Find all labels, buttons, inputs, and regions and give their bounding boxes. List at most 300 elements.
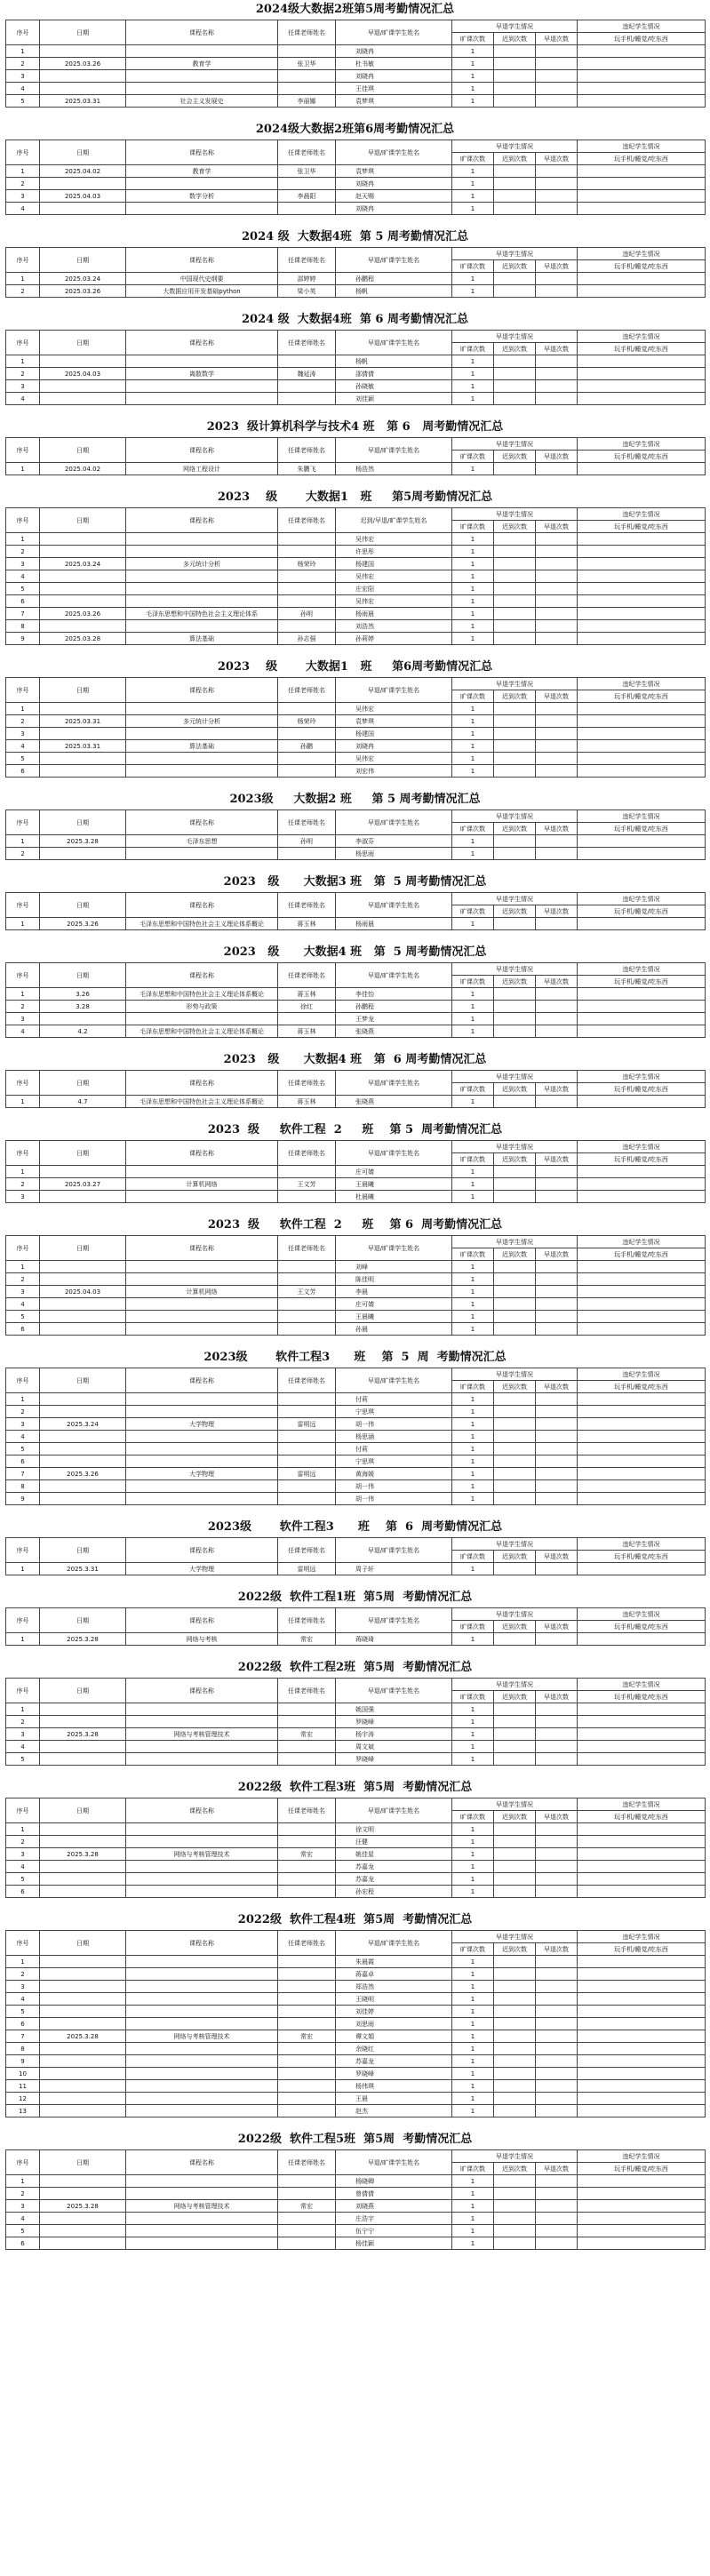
header-date: 日期 — [40, 893, 126, 918]
cell-teacher — [278, 1741, 336, 1753]
header-row — [6, 1931, 706, 1943]
cell-course — [126, 1886, 278, 1898]
header-row — [6, 963, 706, 976]
cell-teacher: 雷明远 — [278, 1563, 336, 1575]
header-student: 早退/旷课学生姓名 — [336, 331, 452, 355]
cell-date: 2025.03.24 — [40, 273, 126, 285]
cell-date: 2025.03.26 — [40, 285, 126, 298]
header-early: 早退次数 — [536, 1621, 578, 1633]
cell-course — [126, 1480, 278, 1493]
cell-seq: 9 — [6, 2055, 40, 2068]
header-absence-group: 早退学生情况 — [452, 963, 578, 976]
table-row — [6, 753, 706, 765]
cell-course: 形势与政策 — [126, 1001, 278, 1013]
header-student: 早退/旷课学生姓名 — [336, 438, 452, 463]
table-row — [6, 380, 706, 393]
cell-date — [40, 2175, 126, 2188]
header-seq: 序号 — [6, 1798, 40, 1823]
cell-seq: 1 — [6, 1823, 40, 1836]
attendance-table — [5, 1235, 706, 1336]
cell-violation — [578, 728, 706, 740]
cell-course — [126, 1013, 278, 1025]
cell-date: 2025.03.31 — [40, 740, 126, 753]
header-absent: 旷课次数 — [452, 1811, 494, 1823]
cell-course: 大数据应用开发基础python — [126, 285, 278, 298]
header-teacher: 任课老师姓名 — [278, 1679, 336, 1703]
cell-teacher — [278, 2006, 336, 2018]
cell-date — [40, 83, 126, 95]
cell-violation — [578, 380, 706, 393]
cell-teacher — [278, 1311, 336, 1323]
block-title: 2023 级 大数据1 班 第5周考勤情况汇总 — [217, 490, 493, 504]
cell-early-count — [536, 2237, 578, 2250]
header-seq: 序号 — [6, 438, 40, 463]
cell-seq: 8 — [6, 620, 40, 633]
cell-absent-count: 1 — [452, 1431, 494, 1443]
cell-early-count — [536, 2188, 578, 2200]
table-row — [6, 2225, 706, 2237]
cell-teacher — [278, 1393, 336, 1406]
cell-late-count — [494, 1873, 536, 1886]
table-row — [6, 1406, 706, 1418]
cell-violation — [578, 1861, 706, 1873]
header-phone: 玩手机/睡觉/吃东西 — [578, 1551, 706, 1563]
table-row — [6, 835, 706, 848]
header-phone: 玩手机/睡觉/吃东西 — [578, 521, 706, 533]
attendance-block — [5, 418, 705, 475]
cell-course — [126, 1166, 278, 1178]
cell-late-count — [494, 1468, 536, 1480]
cell-late-count — [494, 393, 536, 405]
cell-early-count — [536, 273, 578, 285]
cell-seq: 9 — [6, 633, 40, 645]
cell-late-count — [494, 1286, 536, 1298]
block-title: 2024级大数据2班第5周考勤情况汇总 — [255, 3, 455, 16]
attendance-block — [5, 120, 705, 215]
cell-early-count — [536, 1633, 578, 1646]
header-phone: 玩手机/睡觉/吃东西 — [578, 153, 706, 165]
table-row — [6, 2068, 706, 2080]
cell-early-count — [536, 546, 578, 558]
cell-absent-count: 1 — [452, 1013, 494, 1025]
header-seq: 序号 — [6, 1608, 40, 1633]
cell-early-count — [536, 2093, 578, 2105]
header-early: 早退次数 — [536, 2163, 578, 2175]
header-seq: 序号 — [6, 248, 40, 273]
cell-date: 4.7 — [40, 1096, 126, 1108]
cell-violation — [578, 918, 706, 930]
cell-late-count — [494, 1480, 536, 1493]
header-absence-group: 早退学生情况 — [452, 438, 578, 451]
cell-course: 计算机网络 — [126, 1178, 278, 1191]
cell-late-count — [494, 178, 536, 190]
cell-date: 2025.3.31 — [40, 1563, 126, 1575]
table-row — [6, 2018, 706, 2030]
cell-date — [40, 1166, 126, 1178]
header-student: 迟到/早退/旷课学生姓名 — [336, 508, 452, 533]
cell-teacher — [278, 533, 336, 546]
block-title: 2022级 软件工程1班 第5周 考勤情况汇总 — [237, 1591, 473, 1604]
header-late: 迟到次数 — [494, 1621, 536, 1633]
cell-violation — [578, 2093, 706, 2105]
cell-violation — [578, 190, 706, 203]
cell-date: 3.26 — [40, 988, 126, 1001]
header-student: 早退/旷课学生姓名 — [336, 1141, 452, 1166]
table-row — [6, 1298, 706, 1311]
cell-late-count — [494, 1823, 536, 1836]
cell-early-count — [536, 1286, 578, 1298]
cell-violation — [578, 2006, 706, 2018]
header-course: 课程名称 — [126, 1141, 278, 1166]
cell-course — [126, 2055, 278, 2068]
cell-course — [126, 2018, 278, 2030]
cell-early-count — [536, 1311, 578, 1323]
cell-violation — [578, 203, 706, 215]
cell-student: 杨伟琪 — [336, 2080, 452, 2093]
header-student: 早退/旷课学生姓名 — [336, 248, 452, 273]
cell-late-count — [494, 570, 536, 583]
cell-early-count — [536, 1981, 578, 1993]
cell-seq: 1 — [6, 918, 40, 930]
cell-violation — [578, 1001, 706, 1013]
cell-absent-count: 1 — [452, 463, 494, 475]
cell-teacher — [278, 848, 336, 860]
cell-student: 吴伟宏 — [336, 703, 452, 715]
header-course: 课程名称 — [126, 1608, 278, 1633]
cell-late-count — [494, 583, 536, 595]
cell-student: 庄可婧 — [336, 1298, 452, 1311]
cell-course: 网络与考核管理技术 — [126, 2200, 278, 2213]
cell-early-count — [536, 1261, 578, 1273]
header-student: 早退/旷课学生姓名 — [336, 1236, 452, 1261]
block-title: 2023 级 大数据1 班 第6周考勤情况汇总 — [217, 660, 493, 674]
cell-violation — [578, 703, 706, 715]
cell-date: 2025.3.28 — [40, 2030, 126, 2043]
cell-violation — [578, 1956, 706, 1968]
cell-early-count — [536, 1431, 578, 1443]
cell-teacher — [278, 1273, 336, 1286]
header-absent: 旷课次数 — [452, 2163, 494, 2175]
cell-late-count — [494, 533, 536, 546]
cell-course — [126, 620, 278, 633]
header-course: 课程名称 — [126, 140, 278, 165]
cell-student: 伍宁宁 — [336, 2225, 452, 2237]
cell-late-count — [494, 1393, 536, 1406]
header-seq: 序号 — [6, 20, 40, 45]
cell-early-count — [536, 2055, 578, 2068]
header-teacher: 任课老师姓名 — [278, 331, 336, 355]
cell-absent-count: 1 — [452, 1703, 494, 1716]
header-teacher: 任课老师姓名 — [278, 893, 336, 918]
cell-late-count — [494, 1273, 536, 1286]
cell-late-count — [494, 1716, 536, 1728]
header-course: 课程名称 — [126, 438, 278, 463]
cell-student: 苏嘉龙 — [336, 1861, 452, 1873]
cell-late-count — [494, 1703, 536, 1716]
header-seq: 序号 — [6, 331, 40, 355]
cell-seq: 2 — [6, 285, 40, 298]
cell-early-count — [536, 1001, 578, 1013]
cell-early-count — [536, 1166, 578, 1178]
cell-date — [40, 1861, 126, 1873]
cell-late-count — [494, 380, 536, 393]
cell-violation — [578, 2018, 706, 2030]
header-date: 日期 — [40, 1538, 126, 1563]
cell-student: 胡一伟 — [336, 1493, 452, 1505]
header-phone: 玩手机/睡觉/吃东西 — [578, 823, 706, 835]
cell-absent-count: 1 — [452, 1096, 494, 1108]
cell-student: 姚佳星 — [336, 1848, 452, 1861]
cell-violation — [578, 1298, 706, 1311]
attendance-table — [5, 1070, 706, 1108]
header-row — [6, 1679, 706, 1691]
cell-date: 2025.04.03 — [40, 368, 126, 380]
header-late: 迟到次数 — [494, 1248, 536, 1261]
header-teacher: 任课老师姓名 — [278, 248, 336, 273]
cell-seq: 3 — [6, 728, 40, 740]
cell-student: 孙莉婷 — [336, 633, 452, 645]
cell-date — [40, 2080, 126, 2093]
cell-seq: 3 — [6, 70, 40, 83]
block-title: 2023 级计算机科学与技术4 班 第 6 周考勤情况汇总 — [206, 420, 504, 434]
table-row — [6, 1823, 706, 1836]
cell-late-count — [494, 285, 536, 298]
header-teacher: 任课老师姓名 — [278, 1236, 336, 1261]
cell-date: 2025.03.31 — [40, 715, 126, 728]
header-early: 早退次数 — [536, 451, 578, 463]
cell-late-count — [494, 633, 536, 645]
table-row — [6, 1741, 706, 1753]
table-row — [6, 1886, 706, 1898]
cell-student: 刘晓冉 — [336, 203, 452, 215]
cell-late-count — [494, 463, 536, 475]
table-row — [6, 203, 706, 215]
cell-teacher: 李晨阳 — [278, 190, 336, 203]
cell-student: 刘佳婷 — [336, 2006, 452, 2018]
attendance-block — [5, 1910, 705, 2117]
cell-seq: 2 — [6, 1406, 40, 1418]
cell-course: 毛泽东思想和中国特色社会主义理论体系概论 — [126, 988, 278, 1001]
table-row — [6, 2093, 706, 2105]
cell-course — [126, 1703, 278, 1716]
cell-teacher: 蒋玉林 — [278, 1096, 336, 1108]
header-absence-group: 早退学生情况 — [452, 810, 578, 823]
cell-late-count — [494, 2093, 536, 2105]
cell-date — [40, 1493, 126, 1505]
cell-teacher — [278, 2055, 336, 2068]
cell-late-count — [494, 2006, 536, 2018]
cell-early-count — [536, 2080, 578, 2093]
cell-course — [126, 1493, 278, 1505]
cell-absent-count: 1 — [452, 1753, 494, 1766]
cell-early-count — [536, 1703, 578, 1716]
cell-teacher — [278, 1455, 336, 1468]
cell-teacher — [278, 2018, 336, 2030]
cell-course: 大学物理 — [126, 1418, 278, 1431]
attendance-block — [5, 790, 705, 860]
table-row — [6, 765, 706, 778]
attendance-block — [5, 1778, 705, 1898]
table-row — [6, 95, 706, 108]
cell-teacher — [278, 1753, 336, 1766]
header-phone: 玩手机/睡觉/吃东西 — [578, 690, 706, 703]
cell-early-count — [536, 2225, 578, 2237]
cell-course: 毛泽东思想和中国特色社会主义理论体系 — [126, 608, 278, 620]
cell-seq: 3 — [6, 558, 40, 570]
cell-late-count — [494, 2043, 536, 2055]
header-seq: 序号 — [6, 2150, 40, 2175]
cell-teacher — [278, 178, 336, 190]
cell-early-count — [536, 1025, 578, 1038]
header-early: 早退次数 — [536, 153, 578, 165]
cell-student: 杨雨晨 — [336, 918, 452, 930]
header-date: 日期 — [40, 1236, 126, 1261]
header-early: 早退次数 — [536, 1083, 578, 1096]
cell-teacher: 常宏 — [278, 1728, 336, 1741]
cell-seq: 8 — [6, 2043, 40, 2055]
cell-violation — [578, 1443, 706, 1455]
cell-course — [126, 1406, 278, 1418]
cell-late-count — [494, 1001, 536, 1013]
cell-absent-count: 1 — [452, 848, 494, 860]
header-teacher: 任课老师姓名 — [278, 2150, 336, 2175]
cell-seq: 3 — [6, 1981, 40, 1993]
cell-date: 3.28 — [40, 1001, 126, 1013]
cell-early-count — [536, 463, 578, 475]
header-student: 早退/旷课学生姓名 — [336, 140, 452, 165]
cell-seq: 2 — [6, 1001, 40, 1013]
cell-course — [126, 2043, 278, 2055]
block-title: 2023级 大数据2 班 第 5 周考勤情况汇总 — [229, 793, 481, 806]
cell-teacher — [278, 546, 336, 558]
header-absent: 旷课次数 — [452, 33, 494, 45]
cell-teacher — [278, 703, 336, 715]
header-absent: 旷课次数 — [452, 521, 494, 533]
cell-student: 郑浩然 — [336, 1981, 452, 1993]
cell-date — [40, 2055, 126, 2068]
cell-absent-count: 1 — [452, 835, 494, 848]
cell-teacher — [278, 45, 336, 58]
cell-date — [40, 1298, 126, 1311]
cell-teacher — [278, 2225, 336, 2237]
header-phone: 玩手机/睡觉/吃东西 — [578, 1943, 706, 1956]
cell-date — [40, 1741, 126, 1753]
table-row — [6, 45, 706, 58]
cell-seq: 1 — [6, 273, 40, 285]
header-teacher: 任课老师姓名 — [278, 1538, 336, 1563]
cell-course — [126, 380, 278, 393]
cell-course — [126, 2237, 278, 2250]
cell-date: 4.2 — [40, 1025, 126, 1038]
cell-seq: 4 — [6, 1025, 40, 1038]
cell-absent-count: 1 — [452, 1836, 494, 1848]
block-title: 2023 级 大数据3 班 第 5 周考勤情况汇总 — [223, 875, 487, 889]
cell-late-count — [494, 848, 536, 860]
cell-violation — [578, 740, 706, 753]
cell-date — [40, 1753, 126, 1766]
cell-absent-count: 1 — [452, 1025, 494, 1038]
cell-student: 庄可婧 — [336, 1166, 452, 1178]
cell-violation — [578, 1013, 706, 1025]
cell-late-count — [494, 1096, 536, 1108]
cell-date — [40, 1886, 126, 1898]
cell-late-count — [494, 190, 536, 203]
cell-student: 王晨曦 — [336, 1178, 452, 1191]
cell-student: 刘晓冉 — [336, 70, 452, 83]
header-absence-group: 早退学生情况 — [452, 1368, 578, 1381]
cell-seq: 7 — [6, 608, 40, 620]
cell-absent-count: 1 — [452, 918, 494, 930]
header-teacher: 任课老师姓名 — [278, 1071, 336, 1096]
cell-seq: 5 — [6, 2006, 40, 2018]
cell-teacher — [278, 1261, 336, 1273]
cell-date — [40, 1406, 126, 1418]
cell-violation — [578, 2200, 706, 2213]
cell-course — [126, 45, 278, 58]
cell-teacher — [278, 2105, 336, 2117]
cell-teacher — [278, 1836, 336, 1848]
cell-student: 王佳琪 — [336, 83, 452, 95]
cell-late-count — [494, 2213, 536, 2225]
table-row — [6, 620, 706, 633]
cell-teacher — [278, 1480, 336, 1493]
cell-early-count — [536, 2105, 578, 2117]
cell-late-count — [494, 1956, 536, 1968]
cell-teacher — [278, 2213, 336, 2225]
cell-teacher — [278, 1493, 336, 1505]
cell-date: 2025.3.28 — [40, 1633, 126, 1646]
header-absence-group: 早退学生情况 — [452, 331, 578, 343]
header-violation-group: 违纪学生情况 — [578, 331, 706, 343]
cell-teacher: 杨荣玲 — [278, 558, 336, 570]
header-course: 课程名称 — [126, 1368, 278, 1393]
cell-course: 大学物理 — [126, 1563, 278, 1575]
cell-course — [126, 2213, 278, 2225]
cell-violation — [578, 368, 706, 380]
cell-date — [40, 2018, 126, 2030]
cell-course — [126, 1323, 278, 1336]
cell-course — [126, 83, 278, 95]
table-row — [6, 1393, 706, 1406]
cell-teacher: 孙明 — [278, 835, 336, 848]
cell-date — [40, 595, 126, 608]
cell-seq: 4 — [6, 1993, 40, 2006]
cell-date — [40, 1273, 126, 1286]
cell-absent-count: 1 — [452, 2175, 494, 2188]
cell-teacher — [278, 1166, 336, 1178]
header-absence-group: 早退学生情况 — [452, 1071, 578, 1083]
cell-violation — [578, 393, 706, 405]
header-absent: 旷课次数 — [452, 690, 494, 703]
cell-absent-count: 1 — [452, 58, 494, 70]
cell-teacher — [278, 1406, 336, 1418]
cell-student: 苏嘉龙 — [336, 2055, 452, 2068]
header-seq: 序号 — [6, 1236, 40, 1261]
cell-seq: 2 — [6, 368, 40, 380]
cell-date: 2025.03.26 — [40, 608, 126, 620]
cell-teacher — [278, 1981, 336, 1993]
cell-late-count — [494, 1431, 536, 1443]
table-row — [6, 2055, 706, 2068]
block-title: 2022级 软件工程4班 第5周 考勤情况汇总 — [237, 1913, 473, 1926]
attendance-table — [5, 1798, 706, 1898]
header-row — [6, 508, 706, 521]
cell-teacher: 张卫华 — [278, 58, 336, 70]
cell-seq: 1 — [6, 1703, 40, 1716]
cell-early-count — [536, 178, 578, 190]
header-date: 日期 — [40, 140, 126, 165]
cell-date — [40, 728, 126, 740]
